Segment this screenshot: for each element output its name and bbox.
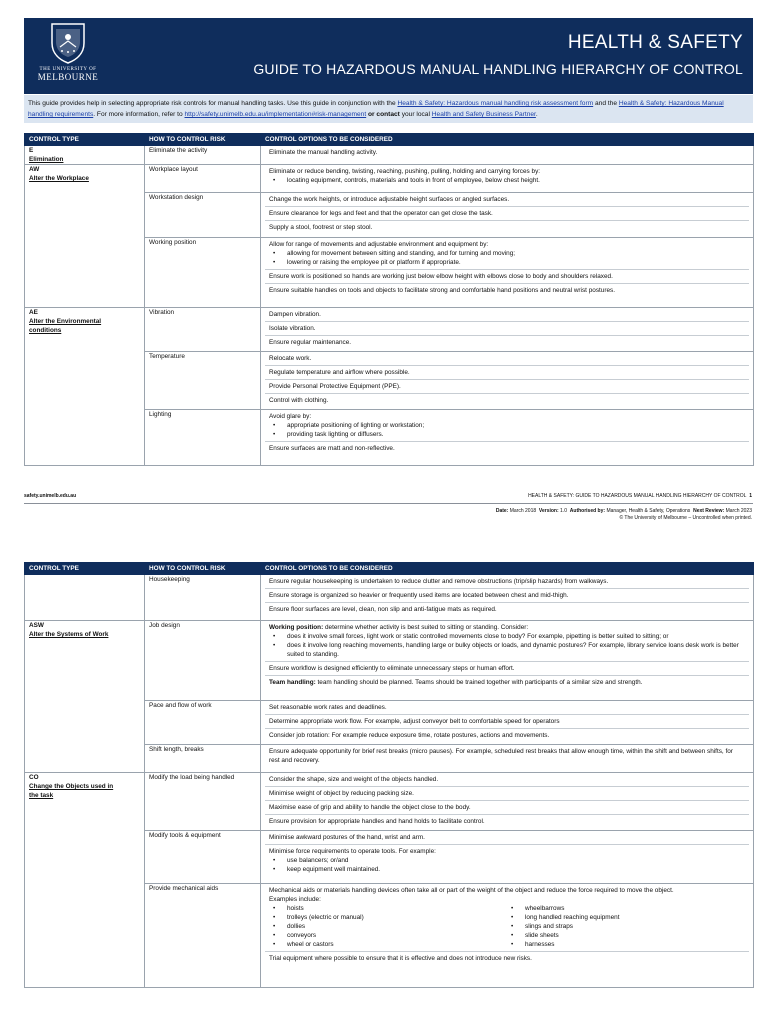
meta-value: March 2023 [724, 508, 752, 514]
option-text: Control with clothing. [269, 397, 329, 404]
options-cell [261, 238, 754, 308]
option-text: Eliminate the manual handling activity. [269, 149, 378, 156]
options-cell [261, 621, 754, 701]
list-item: • wheel or castors [269, 940, 507, 949]
list-item: • wheelbarrows [507, 904, 745, 913]
option-label: Team handling: [269, 679, 316, 686]
options-cell [261, 165, 754, 193]
meta-label: Authorised by: [569, 508, 606, 514]
option-text: Ensure suitable handles on tools and objects to facilitate strong and comfortable hand positions and neutral wrist postures. [269, 287, 616, 294]
options-cell [261, 884, 754, 988]
option-text: Ensure provision for appropriate handles and hand holds to facilitate control. [269, 818, 485, 825]
option-text: Maximise ease of grip and ability to handle the object close to the body. [265, 801, 749, 815]
control-type-label: Alter the Environmental conditions [29, 318, 102, 334]
table-row [25, 621, 754, 701]
option-text: Dampen vibration. [265, 308, 749, 322]
option-line: Examples include: [269, 896, 321, 903]
bullet-item: • does it involve long reaching movements, handling large or bulky objects or loads, and dynamic postures? For example, library service loans desk work is better suited to standing. [269, 641, 745, 659]
meta-label: Next Review: [693, 508, 725, 514]
how-to-control-cell: Workplace layout [145, 165, 261, 193]
header-title: HEALTH & SAFETY [567, 32, 743, 53]
bullet-item: • providing task lighting or diffusers. [269, 430, 745, 439]
how-to-control-cell: Lighting [145, 410, 261, 466]
bullet-item: • allowing for movement between sitting and standing, and for turning and moving; [269, 249, 745, 258]
option-text: Ensure regular maintenance. [269, 339, 352, 346]
examples-list [269, 904, 745, 949]
column-header: HOW TO CONTROL RISK [145, 134, 261, 146]
option-line: Mechanical aids or materials handling devices often take all or part of the weight of the object and reduce the force required to move the object. [269, 887, 674, 894]
option-text [265, 410, 749, 442]
how-to-control-cell: Modify tools & equipment [145, 831, 261, 884]
option-text [265, 238, 749, 270]
business-partner-link[interactable]: Health and Safety Business Partner [431, 111, 536, 118]
how-to-control-cell: Eliminate the activity [145, 146, 261, 165]
how-to-control-cell: Provide mechanical aids [145, 884, 261, 988]
intro-text: . For more information, refer to [93, 111, 185, 118]
copyright-text: © The University of Melbourne – Uncontrolled when printed. [619, 515, 752, 521]
option-line: Avoid glare by: [269, 413, 312, 420]
table-row [25, 308, 754, 352]
control-type-label: Change the Objects used in the task [29, 783, 114, 799]
control-type-cell [25, 146, 145, 165]
footer-metadata [496, 508, 752, 522]
document-header [24, 18, 753, 94]
table-header-row [25, 134, 754, 146]
options-cell [261, 831, 754, 884]
bullet-item: • appropriate positioning of lighting or workstation; [269, 421, 745, 430]
options-cell [261, 745, 754, 773]
option-text: Regulate temperature and airflow where possible. [265, 366, 749, 380]
bullet-item: • use balancers; or/and [269, 856, 745, 865]
control-table-page1 [24, 133, 754, 466]
control-code: E [29, 147, 34, 154]
control-type-label: Elimination [29, 156, 64, 163]
option-text: Ensure surfaces are matt and non-reflective. [269, 445, 395, 452]
option-text: Supply a stool, footrest or step stool. [269, 224, 373, 231]
meta-value: 1.0 [558, 508, 567, 514]
logo-text-line2: MELBOURNE [37, 72, 99, 82]
options-cell [261, 193, 754, 238]
meta-value: Manager, Health & Safety, Operations [605, 508, 691, 514]
options-cell [261, 352, 754, 410]
options-cell [261, 773, 754, 831]
how-to-control-cell: Temperature [145, 352, 261, 410]
control-type-cell [25, 308, 145, 466]
option-text [265, 676, 749, 689]
option-text [265, 165, 749, 187]
option-text: Ensure work is positioned so hands are working just below elbow height with elbows close to body and shoulders relaxed. [265, 270, 749, 284]
how-to-control-cell: Modify the load being handled [145, 773, 261, 831]
list-item: • dollies [269, 922, 507, 931]
university-logo [36, 21, 100, 91]
list-item: • slings and straps [507, 922, 745, 931]
option-line: team handling should be planned. Teams should be trained together with participants of a similar size and strength. [315, 679, 643, 686]
page-number: 1 [749, 493, 752, 499]
examples-column-right [507, 904, 745, 949]
how-to-control-cell: Job design [145, 621, 261, 701]
column-header: CONTROL OPTIONS TO BE CONSIDERED [261, 563, 754, 575]
intro-text: your local [399, 111, 432, 118]
control-type-label: Alter the Workplace [29, 175, 89, 182]
table-row [25, 165, 754, 193]
option-line: determine whether activity is best suited to sitting or standing. Consider: [323, 624, 529, 631]
option-text: Ensure floor surfaces are level, clean, non slip and anti-fatigue mats as required. [269, 606, 497, 613]
option-text: Ensure clearance for legs and feet and that the operator can get close the task. [265, 207, 749, 221]
control-type-cell [25, 575, 145, 621]
table-row [25, 146, 754, 165]
options-cell [261, 575, 754, 621]
options-cell [261, 308, 754, 352]
how-to-control-cell: Vibration [145, 308, 261, 352]
how-to-control-cell: Working position [145, 238, 261, 308]
footer-divider [24, 503, 753, 504]
bullet-item: • keep equipment well maintained. [269, 865, 745, 874]
option-text [265, 845, 749, 876]
footer-title-text: HEALTH & SAFETY: GUIDE TO HAZARDOUS MANUAL HANDLING HIERARCHY OF CONTROL [528, 493, 747, 499]
bullet-item: • does it involve small forces, light work or static controlled movements close to body? For example, pipetting is better suited to sitting; or [269, 632, 745, 641]
option-line: Eliminate or reduce bending, twisting, reaching, pushing, pulling, holding and carrying forces by: [269, 168, 541, 175]
control-type-cell [25, 773, 145, 988]
table-header-row [25, 563, 754, 575]
control-code: AE [29, 309, 38, 316]
table-row [25, 773, 754, 831]
list-item: • harnesses [507, 940, 745, 949]
how-to-control-cell: Workstation design [145, 193, 261, 238]
how-to-control-cell: Shift length, breaks [145, 745, 261, 773]
options-cell [261, 701, 754, 745]
option-text: Consider job rotation: For example reduce exposure time, rotate postures, actions and movements. [269, 732, 550, 739]
list-item: • trolleys (electric or manual) [269, 913, 507, 922]
option-line: Allow for range of movements and adjustable environment and equipment by: [269, 241, 489, 248]
control-code: AW [29, 166, 40, 173]
option-label: Working position: [269, 624, 324, 631]
option-text: Relocate work. [265, 352, 749, 366]
option-text [265, 884, 749, 952]
column-header: CONTROL TYPE [25, 563, 145, 575]
list-item: • conveyors [269, 931, 507, 940]
crest-icon [48, 21, 88, 65]
intro-text: and the [593, 100, 619, 107]
option-text: Minimise weight of object by reducing packing size. [265, 787, 749, 801]
bullet-item: • lowering or raising the employee pit or platform if appropriate. [269, 258, 745, 267]
control-type-label: Alter the Systems of Work [29, 631, 109, 638]
intro-box [24, 95, 753, 123]
manual-handling-requirements-link[interactable]: Health & Safety: Hazardous Manual handling requirements [28, 100, 724, 118]
control-type-cell [25, 165, 145, 308]
option-text: Consider the shape, size and weight of the objects handled. [265, 773, 749, 787]
meta-label: Version: [538, 508, 559, 514]
control-code: ASW [29, 622, 44, 629]
options-cell [261, 146, 754, 165]
intro-text: . [535, 111, 538, 118]
option-text: Change the work heights, or introduce adjustable height surfaces or angled surfaces. [265, 193, 749, 207]
column-header: HOW TO CONTROL RISK [145, 563, 261, 575]
control-type-cell [25, 621, 145, 773]
option-text: Ensure workflow is designed efficiently to eliminate unnecessary steps or human effort. [265, 662, 749, 676]
examples-column-left [269, 904, 507, 949]
column-header: CONTROL OPTIONS TO BE CONSIDERED [261, 134, 754, 146]
options-cell [261, 410, 754, 466]
risk-assessment-form-link[interactable]: Health & Safety: Hazardous manual handling risk assessment form [397, 100, 594, 107]
option-text: Trial equipment where possible to ensure that it is effective and does not introduce new risks. [269, 955, 532, 962]
option-text: Determine appropriate work flow. For example, adjust conveyor belt to comfortable speed for operators [265, 715, 749, 729]
list-item: • long handled reaching equipment [507, 913, 745, 922]
header-subtitle: GUIDE TO HAZARDOUS MANUAL HANDLING HIERARCHY OF CONTROL [253, 61, 743, 77]
control-table-page2 [24, 562, 754, 988]
option-text: Ensure regular housekeeping is undertaken to reduce clutter and remove obstructions (trip/slip hazards) from walkways. [265, 575, 749, 589]
risk-management-url-link[interactable]: http://safety.unimelb.edu.au/implementation#risk-management [184, 111, 367, 118]
intro-text: This guide provides help in selecting appropriate risk controls for manual handling tasks. Use this guide in conjunction with the [28, 100, 398, 107]
option-text: Ensure adequate opportunity for brief rest breaks (micro pauses). For example, scheduled rest breaks that allow enough time, within the shift and between shifts, for rest and recovery. [269, 748, 733, 764]
logo-text-line1: THE UNIVERSITY OF [39, 67, 97, 72]
option-text: Minimise awkward postures of the hand, wrist and arm. [265, 831, 749, 845]
bullet-item: • locating equipment, controls, materials and tools in front of employee, below chest height. [269, 176, 745, 185]
option-text: Isolate vibration. [265, 322, 749, 336]
option-text: Ensure storage is organized so heavier or frequently used items are located between chest and mid-thigh. [265, 589, 749, 603]
control-code: CO [29, 774, 39, 781]
option-line: Minimise force requirements to operate tools. For example: [269, 848, 436, 855]
option-text: Provide Personal Protective Equipment (PPE). [265, 380, 749, 394]
list-item: • slide sheets [507, 931, 745, 940]
footer-doc-title [528, 493, 752, 499]
table-row [25, 575, 754, 621]
intro-text: or contact [366, 111, 400, 118]
column-header: CONTROL TYPE [25, 134, 145, 146]
meta-value: March 2018 [508, 508, 537, 514]
how-to-control-cell: Housekeeping [145, 575, 261, 621]
list-item: • hoists [269, 904, 507, 913]
footer-website: safety.unimelb.edu.au [24, 493, 77, 499]
how-to-control-cell: Pace and flow of work [145, 701, 261, 745]
option-text [265, 621, 749, 662]
meta-label: Date: [495, 508, 509, 514]
option-text: Set reasonable work rates and deadlines. [265, 701, 749, 715]
